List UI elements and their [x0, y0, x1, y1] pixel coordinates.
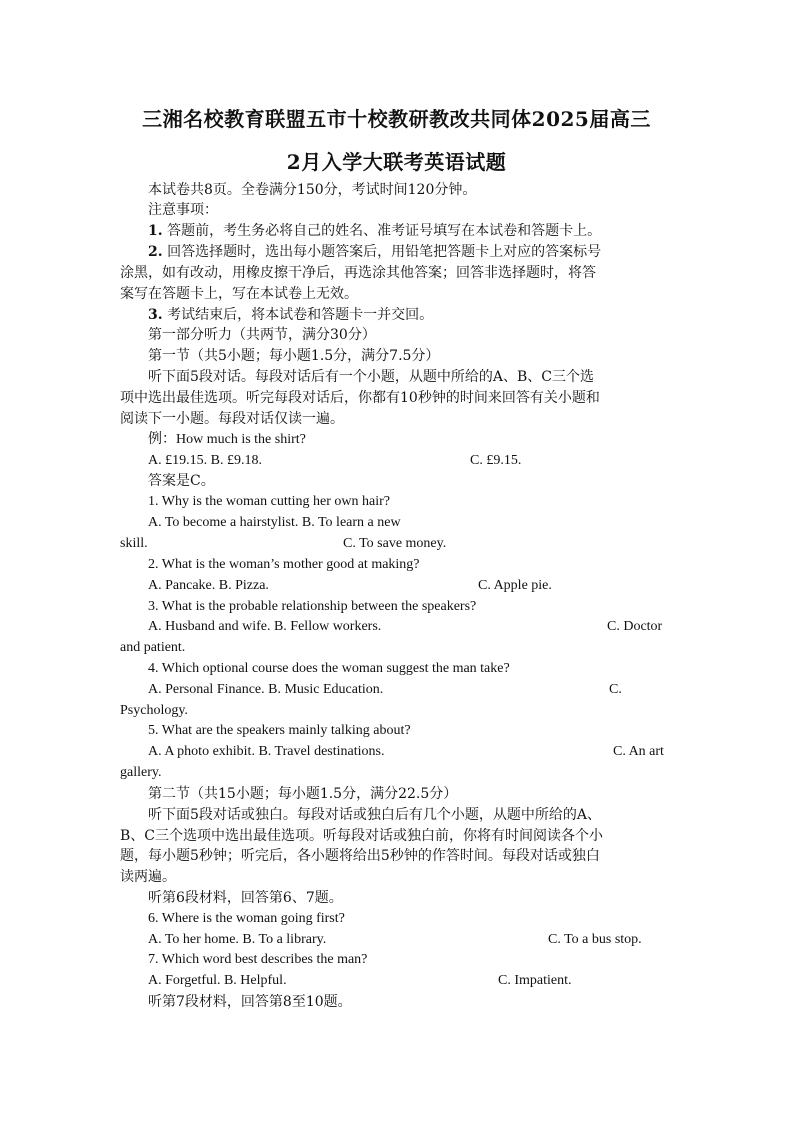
question-1-options-ab: A. To become a hairstylist. B. To learn a new — [148, 515, 401, 530]
question-3: 3. What is the probable relationship between the speakers? — [148, 599, 477, 614]
question-3-options-ab: A. Husband and wife. B. Fellow workers. — [148, 619, 382, 634]
notice-item-3 — [148, 306, 433, 324]
section2-instruction-c: 题，每小题5秒钟；听完后，各小题将给出5秒钟的作答时间。每段对话或独白 — [120, 848, 600, 864]
question-5-option-c: C. An art — [613, 744, 664, 759]
section2-instruction-d: 读两遍。 — [120, 869, 176, 885]
question-6-option-c: C. To a bus stop. — [548, 932, 642, 947]
section1-instruction-a: 听下面5段对话。每段对话后有一个小题，从题中所给的A、B、C三个选 — [148, 369, 595, 385]
question-6: 6. Where is the woman going first? — [148, 911, 345, 926]
material-7-heading: 听第7段材料，回答第8至10题。 — [148, 994, 352, 1010]
example-options-ab: A. £19.15. B. £9.18. — [148, 453, 262, 468]
notice-item-2 — [148, 243, 601, 261]
example-answer: 答案是C。 — [148, 473, 215, 489]
question-2: 2. What is the woman’s mother good at making? — [148, 557, 420, 572]
section1-heading: 第一节（共5小题；每小题1.5分，满分7.5分） — [148, 348, 440, 364]
notice-item-3-text: 考试结束后，将本试卷和答题卡一并交回。 — [167, 307, 434, 323]
exam-title-line2: 2月入学大联考英语试题 — [286, 150, 507, 174]
question-5: 5. What are the speakers mainly talking about? — [148, 723, 411, 738]
section2-heading: 第二节（共15小题；每小题1.5分，满分22.5分） — [148, 786, 458, 802]
section2-instruction-a: 听下面5段对话或独白。每段对话或独白后有几个小题，从题中所给的A、 — [148, 807, 602, 823]
question-1-option-c: C. To save money. — [343, 536, 447, 551]
part1-heading: 第一部分听力（共两节，满分30分） — [148, 327, 376, 343]
question-2-options-ab: A. Pancake. B. Pizza. — [148, 578, 269, 593]
question-5-options-ab: A. A photo exhibit. B. Travel destinations. — [148, 744, 385, 759]
question-1-option-b-wrap: skill. — [120, 536, 148, 551]
section1-instruction-b: 项中选出最佳选项。听完每段对话后，你都有10秒钟的时间来回答有关小题和 — [120, 390, 600, 406]
example-option-c: C. £9.15. — [470, 453, 522, 468]
notice-item-1-number: 1. — [148, 223, 163, 239]
notice-heading: 注意事项： — [148, 202, 218, 218]
notice-item-1-text: 答题前，考生务必将自己的姓名、准考证号填写在本试卷和答题卡上。 — [167, 223, 602, 239]
question-7-options-ab: A. Forgetful. B. Helpful. — [148, 973, 287, 988]
question-4-option-c: C. — [609, 682, 622, 697]
material-6-heading: 听第6段材料，回答第6、7题。 — [148, 890, 343, 906]
question-3-option-c: C. Doctor — [607, 619, 663, 634]
notice-item-3-number: 3. — [148, 307, 163, 323]
notice-item-1 — [148, 222, 601, 240]
question-6-options-ab: A. To her home. B. To a library. — [148, 932, 327, 947]
question-4-options-ab: A. Personal Finance. B. Music Education. — [148, 682, 384, 697]
notice-item-2-number: 2. — [148, 244, 163, 260]
notice-item-2-text-c: 案写在答题卡上，写在本试卷上无效。 — [120, 286, 358, 302]
example-question: 例：How much is the shirt? — [148, 432, 306, 447]
question-5-option-c-wrap: gallery. — [120, 765, 162, 780]
exam-title-line1: 三湘名校教育联盟五市十校教研教改共同体2025届高三 — [142, 107, 651, 131]
section2-instruction-b: B、C三个选项中选出最佳选项。听每段对话或独白前，你将有时间阅读各个小 — [120, 828, 603, 844]
question-7: 7. Which word best describes the man? — [148, 952, 368, 967]
question-3-option-c-wrap: and patient. — [120, 640, 186, 655]
question-7-option-c: C. Impatient. — [498, 973, 572, 988]
notice-item-2-text-b: 涂黑，如有改动，用橡皮擦干净后，再选涂其他答案；回答非选择题时，将答 — [120, 265, 596, 281]
notice-item-2-text-a: 回答选择题时，选出每小题答案后，用铅笔把答题卡上对应的答案标号 — [167, 244, 602, 260]
question-1: 1. Why is the woman cutting her own hair? — [148, 494, 390, 509]
intro-summary: 本试卷共8页。全卷满分150分，考试时间120分钟。 — [148, 182, 477, 198]
section1-instruction-c: 阅读下一小题。每段对话仅读一遍。 — [120, 411, 344, 427]
question-4-option-c-wrap: Psychology. — [120, 703, 188, 718]
question-4: 4. Which optional course does the woman suggest the man take? — [148, 661, 510, 676]
question-2-option-c: C. Apple pie. — [478, 578, 552, 593]
